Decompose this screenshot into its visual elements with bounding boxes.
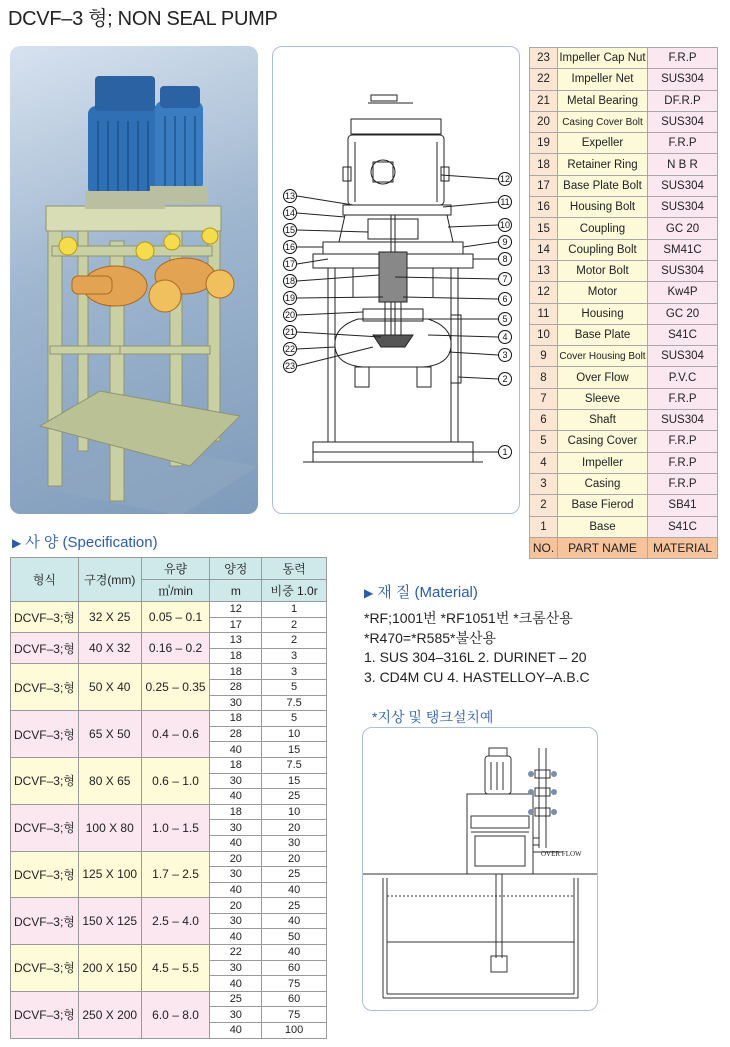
parts-row: [530, 495, 718, 516]
spec-head-cell: 30: [210, 867, 262, 883]
spec-row: [11, 711, 327, 727]
parts-name-cell: Coupling Bolt: [558, 239, 648, 260]
spec-flow-cell: 1.0 – 1.5: [141, 804, 210, 851]
parts-row: [530, 346, 718, 367]
callout-17: 17: [284, 259, 296, 269]
parts-no-cell: 13: [530, 260, 558, 281]
parts-name-cell: Casing: [558, 473, 648, 494]
callout-22: 22: [284, 344, 296, 354]
callout-8: 8: [502, 254, 508, 264]
material-line: *RF;1001번 *RF1051번 *크롬산용: [364, 610, 573, 626]
spec-row: [11, 945, 327, 961]
spec-model-cell: DCVF–3;형: [11, 664, 79, 711]
material-list: [364, 609, 590, 687]
parts-material-cell: DF.R.P: [648, 90, 718, 111]
spec-head-cell: 40: [210, 835, 262, 851]
parts-material-cell: SUS304: [648, 410, 718, 431]
parts-row: [530, 303, 718, 324]
spec-power-cell: 75: [262, 976, 327, 992]
material-line: *R470=*R585*불산용: [364, 629, 497, 646]
spec-head-cell: 18: [210, 664, 262, 680]
spec-power-cell: 3: [262, 648, 327, 664]
parts-name-cell: Sleeve: [558, 388, 648, 409]
spec-model-cell: DCVF–3;형: [11, 711, 79, 758]
spec-size-cell: 100 X 80: [78, 804, 141, 851]
parts-no-cell: 16: [530, 197, 558, 218]
spec-header-flow-unit: ㎥/min: [141, 580, 210, 602]
parts-no-cell: 1: [530, 516, 558, 537]
parts-material-cell: F.R.P: [648, 473, 718, 494]
spec-head-cell: 17: [210, 617, 262, 633]
spec-head-cell: 30: [210, 773, 262, 789]
overflow-label: OVER FLOW: [541, 850, 582, 858]
spec-flow-cell: 0.16 – 0.2: [141, 633, 210, 664]
spec-power-cell: 3: [262, 664, 327, 680]
parts-row: [530, 452, 718, 473]
pump-cross-section: [272, 46, 520, 514]
spec-size-cell: 65 X 50: [78, 711, 141, 758]
callout-13: 13: [284, 191, 296, 201]
spec-power-cell: 25: [262, 898, 327, 914]
spec-header-model: 형식: [11, 558, 79, 602]
spec-model-cell: DCVF–3;형: [11, 633, 79, 664]
parts-row: [530, 367, 718, 388]
spec-header-flow: 유량: [141, 558, 210, 580]
spec-power-cell: 40: [262, 913, 327, 929]
spec-head-cell: 30: [210, 1007, 262, 1023]
spec-power-cell: 5: [262, 679, 327, 695]
parts-material-cell: S41C: [648, 516, 718, 537]
pump-photo-icon: [10, 46, 258, 514]
spec-header-head-unit: m: [210, 580, 262, 602]
parts-name-cell: Base Plate Bolt: [558, 175, 648, 196]
pump-photo: [10, 46, 258, 514]
spec-flow-cell: 0.25 – 0.35: [141, 664, 210, 711]
spec-power-cell: 50: [262, 929, 327, 945]
callout-6: 6: [502, 294, 508, 304]
spec-head-cell: 40: [210, 976, 262, 992]
callout-4: 4: [502, 332, 508, 342]
spec-head-cell: 28: [210, 679, 262, 695]
parts-header-name: PART NAME: [558, 537, 648, 558]
spec-row: [11, 602, 327, 618]
spec-power-cell: 15: [262, 773, 327, 789]
parts-no-cell: 15: [530, 218, 558, 239]
spec-head-cell: 30: [210, 960, 262, 976]
spec-power-cell: 10: [262, 804, 327, 820]
spec-power-cell: 40: [262, 882, 327, 898]
parts-name-cell: Housing Bolt: [558, 197, 648, 218]
parts-row: [530, 48, 718, 69]
parts-row: [530, 154, 718, 175]
parts-name-cell: Base Plate: [558, 324, 648, 345]
parts-name-cell: Impeller Net: [558, 69, 648, 90]
parts-material-cell: SUS304: [648, 346, 718, 367]
parts-table: [529, 47, 718, 559]
material-section-title: ▶ 재 질 (Material): [364, 584, 478, 601]
parts-row: [530, 260, 718, 281]
callout-3: 3: [502, 350, 508, 360]
parts-no-cell: 21: [530, 90, 558, 111]
parts-material-cell: SUS304: [648, 175, 718, 196]
callout-12: 12: [499, 174, 511, 184]
parts-name-cell: Shaft: [558, 410, 648, 431]
parts-material-cell: F.R.P: [648, 452, 718, 473]
callout-21: 21: [284, 327, 296, 337]
spec-head-cell: 40: [210, 1023, 262, 1039]
callout-18: 18: [284, 276, 296, 286]
spec-size-cell: 40 X 32: [78, 633, 141, 664]
callout-15: 15: [284, 225, 296, 235]
parts-material-cell: F.R.P: [648, 48, 718, 69]
parts-row: [530, 133, 718, 154]
parts-material-cell: Kw4P: [648, 282, 718, 303]
spec-head-cell: 25: [210, 991, 262, 1007]
parts-row: [530, 111, 718, 132]
parts-no-cell: 9: [530, 346, 558, 367]
material-line: 3. CD4M CU 4. HASTELLOY–A.B.C: [364, 668, 590, 685]
spec-flow-cell: 2.5 – 4.0: [141, 898, 210, 945]
spec-power-cell: 60: [262, 960, 327, 976]
callout-1: 1: [502, 447, 508, 457]
spec-power-cell: 20: [262, 820, 327, 836]
parts-material-cell: S41C: [648, 324, 718, 345]
parts-row: [530, 473, 718, 494]
page-title: DCVF–3 형; NON SEAL PUMP: [8, 8, 278, 30]
spec-head-cell: 30: [210, 695, 262, 711]
parts-row: [530, 197, 718, 218]
parts-no-cell: 7: [530, 388, 558, 409]
parts-material-cell: F.R.P: [648, 388, 718, 409]
parts-no-cell: 11: [530, 303, 558, 324]
spec-row: [11, 664, 327, 680]
parts-no-cell: 3: [530, 473, 558, 494]
spec-table: [10, 557, 327, 1039]
spec-size-cell: 250 X 200: [78, 991, 141, 1038]
spec-size-cell: 32 X 25: [78, 602, 141, 633]
spec-row: [11, 633, 327, 649]
parts-name-cell: Cover Housing Bolt: [558, 346, 648, 367]
spec-power-cell: 100: [262, 1023, 327, 1039]
callout-11: 11: [500, 197, 510, 207]
spec-header-power-unit: 비중 1.0r: [262, 580, 327, 602]
parts-row: [530, 410, 718, 431]
parts-no-cell: 18: [530, 154, 558, 175]
spec-row: [11, 991, 327, 1007]
spec-power-cell: 60: [262, 991, 327, 1007]
parts-row: [530, 282, 718, 303]
callout-23: 23: [284, 361, 296, 371]
parts-no-cell: 12: [530, 282, 558, 303]
spec-header-power: 동력: [262, 558, 327, 580]
spec-model-cell: DCVF–3;형: [11, 757, 79, 804]
parts-name-cell: Motor: [558, 282, 648, 303]
parts-material-cell: F.R.P: [648, 133, 718, 154]
spec-flow-cell: 0.4 – 0.6: [141, 711, 210, 758]
spec-head-cell: 20: [210, 851, 262, 867]
tank-installation-diagram: [362, 727, 598, 1011]
spec-size-cell: 125 X 100: [78, 851, 141, 898]
parts-name-cell: Over Flow: [558, 367, 648, 388]
parts-material-cell: GC 20: [648, 303, 718, 324]
callout-7: 7: [502, 274, 508, 284]
parts-name-cell: Casing Cover: [558, 431, 648, 452]
parts-header-row: [530, 537, 718, 558]
spec-model-cell: DCVF–3;형: [11, 898, 79, 945]
spec-size-cell: 80 X 65: [78, 757, 141, 804]
pump-cross-section-icon: [273, 47, 520, 514]
spec-section-title: ▶ 사 양 (Specification): [12, 534, 158, 551]
parts-name-cell: Impeller: [558, 452, 648, 473]
parts-material-cell: GC 20: [648, 218, 718, 239]
spec-head-cell: 22: [210, 945, 262, 961]
spec-power-cell: 30: [262, 835, 327, 851]
parts-material-cell: N B R: [648, 154, 718, 175]
parts-row: [530, 239, 718, 260]
spec-model-cell: DCVF–3;형: [11, 851, 79, 898]
spec-power-cell: 15: [262, 742, 327, 758]
spec-size-cell: 150 X 125: [78, 898, 141, 945]
parts-no-cell: 14: [530, 239, 558, 260]
parts-row: [530, 175, 718, 196]
callout-19: 19: [284, 293, 296, 303]
parts-no-cell: 22: [530, 69, 558, 90]
parts-row: [530, 90, 718, 111]
parts-material-cell: SB41: [648, 495, 718, 516]
spec-head-cell: 13: [210, 633, 262, 649]
parts-name-cell: Housing: [558, 303, 648, 324]
parts-name-cell: Impeller Cap Nut: [558, 48, 648, 69]
spec-model-cell: DCVF–3;형: [11, 991, 79, 1038]
parts-row: [530, 516, 718, 537]
spec-power-cell: 40: [262, 945, 327, 961]
spec-row: [11, 757, 327, 773]
callout-5: 5: [502, 314, 508, 324]
spec-head-cell: 40: [210, 882, 262, 898]
spec-head-cell: 30: [210, 820, 262, 836]
spec-model-cell: DCVF–3;형: [11, 945, 79, 992]
spec-flow-cell: 4.5 – 5.5: [141, 945, 210, 992]
parts-material-cell: SUS304: [648, 197, 718, 218]
spec-row: [11, 804, 327, 820]
parts-name-cell: Base Fierod: [558, 495, 648, 516]
spec-power-cell: 2: [262, 617, 327, 633]
parts-name-cell: Casing Cover Bolt: [558, 111, 648, 132]
spec-power-cell: 5: [262, 711, 327, 727]
parts-material-cell: P.V.C: [648, 367, 718, 388]
spec-power-cell: 2: [262, 633, 327, 649]
parts-name-cell: Retainer Ring: [558, 154, 648, 175]
spec-power-cell: 75: [262, 1007, 327, 1023]
parts-name-cell: Metal Bearing: [558, 90, 648, 111]
parts-row: [530, 324, 718, 345]
spec-head-cell: 18: [210, 757, 262, 773]
parts-row: [530, 388, 718, 409]
spec-power-cell: 25: [262, 867, 327, 883]
spec-flow-cell: 1.7 – 2.5: [141, 851, 210, 898]
parts-material-cell: SUS304: [648, 260, 718, 281]
parts-header-material: MATERIAL: [648, 537, 718, 558]
parts-name-cell: Expeller: [558, 133, 648, 154]
parts-name-cell: Base: [558, 516, 648, 537]
spec-row: [11, 851, 327, 867]
parts-no-cell: 23: [530, 48, 558, 69]
parts-name-cell: Coupling: [558, 218, 648, 239]
spec-head-cell: 18: [210, 711, 262, 727]
tank-installation-icon: [363, 728, 598, 1011]
callout-20: 20: [284, 310, 296, 320]
material-title-text: 재 질 (Material): [377, 584, 478, 601]
spec-size-cell: 200 X 150: [78, 945, 141, 992]
parts-no-cell: 4: [530, 452, 558, 473]
spec-model-cell: DCVF–3;형: [11, 602, 79, 633]
spec-head-cell: 40: [210, 789, 262, 805]
spec-head-cell: 30: [210, 913, 262, 929]
callout-10: 10: [499, 220, 511, 230]
parts-no-cell: 6: [530, 410, 558, 431]
parts-header-no: NO.: [530, 537, 558, 558]
spec-head-cell: 40: [210, 929, 262, 945]
spec-head-cell: 28: [210, 726, 262, 742]
spec-power-cell: 7.5: [262, 757, 327, 773]
parts-row: [530, 69, 718, 90]
spec-header-head: 양정: [210, 558, 262, 580]
callout-2: 2: [502, 374, 508, 384]
parts-material-cell: SUS304: [648, 111, 718, 132]
parts-no-cell: 10: [530, 324, 558, 345]
callout-14: 14: [284, 208, 296, 218]
parts-no-cell: 17: [530, 175, 558, 196]
parts-row: [530, 431, 718, 452]
spec-model-cell: DCVF–3;형: [11, 804, 79, 851]
spec-head-cell: 20: [210, 898, 262, 914]
spec-flow-cell: 0.05 – 0.1: [141, 602, 210, 633]
spec-head-cell: 12: [210, 602, 262, 618]
spec-size-cell: 50 X 40: [78, 664, 141, 711]
parts-no-cell: 2: [530, 495, 558, 516]
material-line: 1. SUS 304–316L 2. DURINET – 20: [364, 649, 587, 666]
spec-flow-cell: 0.6 – 1.0: [141, 757, 210, 804]
spec-power-cell: 25: [262, 789, 327, 805]
spec-power-cell: 1: [262, 602, 327, 618]
spec-power-cell: 10: [262, 726, 327, 742]
install-title: *지상 및 탱크설치예: [372, 709, 494, 725]
parts-name-cell: Motor Bolt: [558, 260, 648, 281]
spec-header-size: 구경(mm): [78, 558, 141, 602]
spec-head-cell: 18: [210, 804, 262, 820]
parts-no-cell: 19: [530, 133, 558, 154]
spec-title-text: 사 양 (Specification): [25, 534, 158, 551]
spec-flow-cell: 6.0 – 8.0: [141, 991, 210, 1038]
parts-row: [530, 218, 718, 239]
spec-power-cell: 20: [262, 851, 327, 867]
parts-material-cell: SM41C: [648, 239, 718, 260]
parts-material-cell: SUS304: [648, 69, 718, 90]
spec-power-cell: 7.5: [262, 695, 327, 711]
spec-head-cell: 18: [210, 648, 262, 664]
callout-9: 9: [502, 237, 508, 247]
parts-material-cell: F.R.P: [648, 431, 718, 452]
parts-no-cell: 8: [530, 367, 558, 388]
parts-no-cell: 20: [530, 111, 558, 132]
parts-no-cell: 5: [530, 431, 558, 452]
callout-16: 16: [284, 242, 296, 252]
spec-head-cell: 40: [210, 742, 262, 758]
spec-row: [11, 898, 327, 914]
